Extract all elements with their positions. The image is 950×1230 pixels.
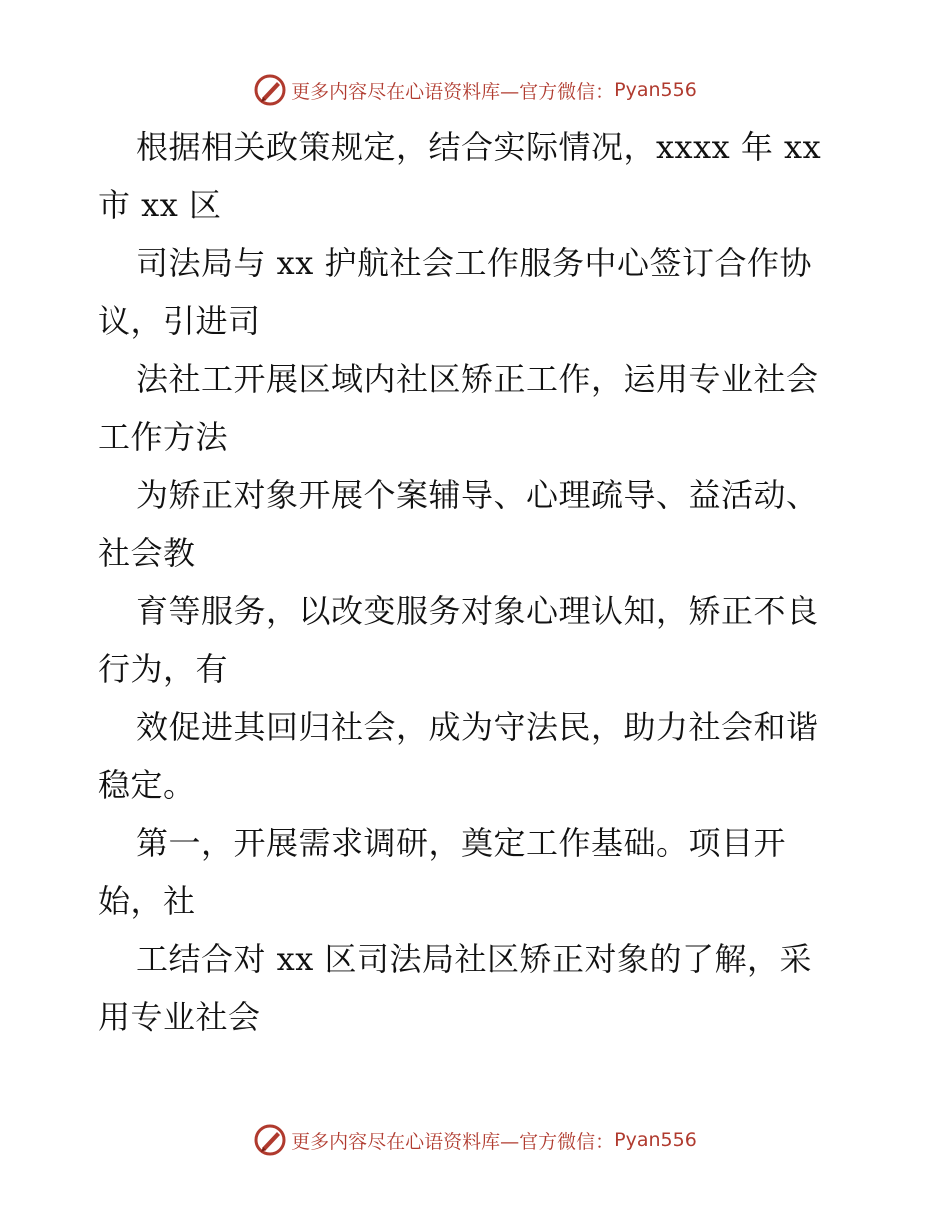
pen-seal-logo-icon bbox=[253, 1123, 287, 1157]
text-line: 法社工开展区域内社区矫正工作，运用专业社会 bbox=[136, 360, 819, 398]
text-line: 育等服务，以改变服务对象心理认知，矫正不良 bbox=[136, 592, 819, 630]
text-line: 用专业社会 bbox=[98, 998, 261, 1036]
text-line: 工作方法 bbox=[98, 418, 229, 456]
text-line: 效促进其回归社会，成为守法民，助力社会和谐 bbox=[136, 708, 819, 746]
text-line: 根据相关政策规定，结合实际情况，xxxx 年 xx bbox=[136, 128, 822, 166]
text-line: 社会教 bbox=[98, 534, 196, 572]
header-watermark-banner bbox=[0, 70, 950, 110]
footer-watermark-banner bbox=[0, 1120, 950, 1160]
text-line: 为矫正对象开展个案辅导、心理疏导、益活动、 bbox=[136, 476, 819, 514]
text-line: 第一，开展需求调研，奠定工作基础。项目开 bbox=[136, 824, 787, 862]
text-line: 始，社 bbox=[98, 882, 196, 920]
text-line: 稳定。 bbox=[98, 766, 196, 804]
text-line: 市 xx 区 bbox=[98, 186, 222, 224]
text-line: 司法局与 xx 护航社会工作服务中心签订合作协 bbox=[136, 244, 812, 282]
document-body bbox=[98, 118, 858, 1046]
watermark-contact: Pyan556 bbox=[614, 1129, 697, 1151]
text-line: 工结合对 xx 区司法局社区矫正对象的了解，采 bbox=[136, 940, 812, 978]
text-line: 议，引进司 bbox=[98, 302, 261, 340]
watermark-text: 更多内容尽在心语资料库—官方微信： bbox=[291, 1130, 615, 1153]
text-line: 行为，有 bbox=[98, 650, 229, 688]
watermark-contact: Pyan556 bbox=[614, 79, 697, 101]
pen-seal-logo-icon bbox=[253, 73, 287, 107]
watermark-text: 更多内容尽在心语资料库—官方微信： bbox=[291, 80, 615, 103]
